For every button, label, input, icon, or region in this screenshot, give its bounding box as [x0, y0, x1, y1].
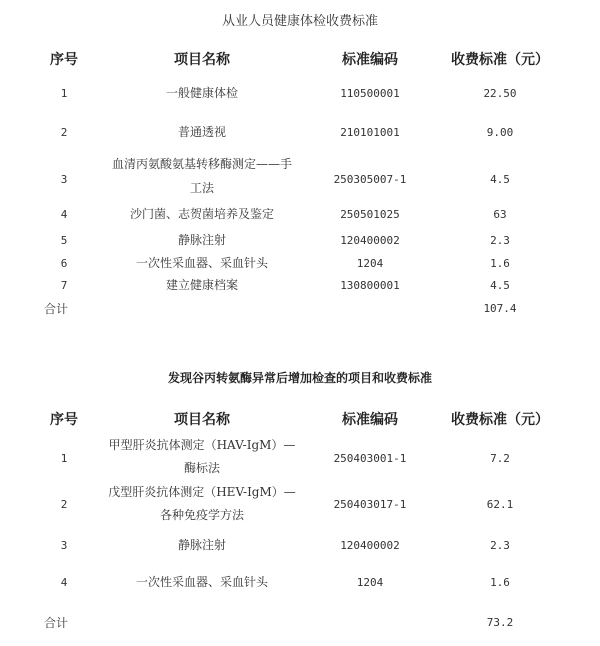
table1-row6-fee: 1.6 [490, 257, 510, 270]
table1-row6-name: 一次性采血器、采血针头 [135, 256, 268, 270]
table2-total-label: 合计 [44, 616, 69, 630]
table1-row3-code: 250305007-1 [333, 173, 407, 186]
table1-row5-no: 5 [60, 234, 68, 247]
table2-header-name: 项目名称 [174, 412, 230, 428]
table1-row1-no: 1 [60, 87, 68, 100]
table1-header-no: 序号 [50, 52, 78, 68]
table1-row3-name-line1: 血清丙氨酸氨基转移酶测定——手 [111, 157, 292, 171]
table2-row1-code: 250403001-1 [333, 452, 407, 465]
table2-row3-no: 3 [60, 539, 68, 552]
table1-row6-no: 6 [60, 257, 68, 270]
table1-row5-name: 静脉注射 [177, 233, 226, 247]
table1-row5-code: 120400002 [340, 234, 400, 247]
table2-row4-name: 一次性采血器、采血针头 [135, 575, 268, 589]
table1-row2-no: 2 [60, 126, 68, 139]
table1-row4-no: 4 [60, 208, 68, 221]
table1-row4-name: 沙门菌、志贺菌培养及鉴定 [129, 207, 274, 221]
table2-row4-no: 4 [60, 576, 68, 589]
table1-total-value: 107.4 [483, 302, 517, 315]
table1-row7-code: 130800001 [340, 279, 400, 292]
table2-row1-name-line2: 酶标法 [183, 461, 220, 475]
table1-header-name: 项目名称 [174, 52, 230, 68]
table2-row3-name: 静脉注射 [177, 538, 226, 552]
table1-row2-fee: 9.00 [486, 126, 514, 139]
table1-row3-fee: 4.5 [490, 173, 510, 186]
table1-row3-name-line2: 工法 [189, 181, 214, 195]
table2-row4-fee: 1.6 [490, 576, 510, 589]
table1-row7-name: 建立健康档案 [165, 278, 238, 292]
table2-row1-no: 1 [60, 452, 68, 465]
table1-title: 从业人员健康体检收费标准 [221, 14, 378, 29]
table1-row6-code: 1204 [356, 257, 384, 270]
table1-total-label: 合计 [44, 302, 69, 316]
table2-header-code: 标准编码 [342, 412, 398, 428]
table1-row1-code: 110500001 [340, 87, 400, 100]
table1-row4-fee: 63 [493, 208, 507, 221]
table2-title: 发现谷丙转氨酶异常后增加检查的项目和收费标准 [167, 371, 432, 385]
table1-row4-code: 250501025 [340, 208, 400, 221]
table2-row2-code: 250403017-1 [333, 498, 407, 511]
table1-header-fee: 收费标准（元） [451, 52, 549, 68]
table2-header-fee: 收费标准（元） [451, 412, 549, 428]
table1-row2-name: 普通透视 [177, 125, 226, 139]
table2-row1-name-line1: 甲型肝炎抗体测定（HAV-IgM）— [108, 438, 296, 452]
table2-row2-name-line2: 各种免疫学方法 [159, 508, 244, 522]
table1-row2-code: 210101001 [340, 126, 400, 139]
table2-row2-name-line1: 戊型肝炎抗体测定（HEV-IgM）— [108, 485, 296, 499]
table1-row1-fee: 22.50 [483, 87, 517, 100]
table1-header-code: 标准编码 [342, 52, 398, 68]
table2-total-value: 73.2 [486, 616, 514, 629]
table1-row1-name: 一般健康体检 [165, 86, 238, 100]
table1-row7-fee: 4.5 [490, 279, 510, 292]
table2-row1-fee: 7.2 [490, 452, 510, 465]
table2-row4-code: 1204 [356, 576, 384, 589]
table2-row3-code: 120400002 [340, 539, 400, 552]
table1-row5-fee: 2.3 [490, 234, 510, 247]
table2-row3-fee: 2.3 [490, 539, 510, 552]
table1-row7-no: 7 [60, 279, 68, 292]
table2-header-no: 序号 [50, 412, 78, 428]
table2-row2-no: 2 [60, 498, 68, 511]
table2-row2-fee: 62.1 [486, 498, 514, 511]
table1-row3-no: 3 [60, 173, 68, 186]
